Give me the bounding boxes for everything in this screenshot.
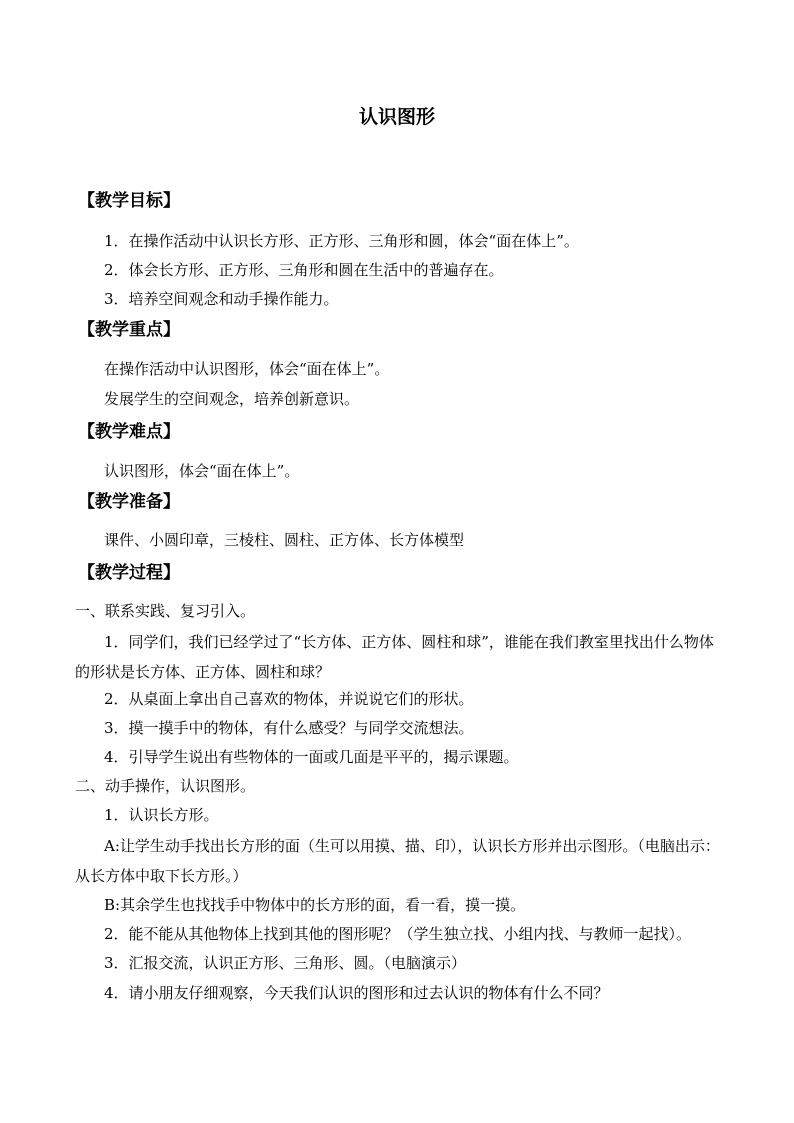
goal-item-3: 3．培养空间观念和动手操作能力。 (104, 290, 339, 308)
goal-item-2: 2．体会长方形、正方形、三角形和圆在生活中的普遍存在。 (104, 261, 504, 279)
process-part2-title: 二、动手操作，认识图形。 (75, 777, 256, 795)
key-point-1: 在操作活动中认识图形，体会“面在体上”。 (104, 360, 390, 378)
process-part1-item-4: 4．引导学生说出有些物体的一面或几面是平平的，揭示课题。 (104, 748, 519, 766)
process-part2-item-4: 4．请小朋友仔细观察，今天我们认识的图形和过去认识的物体有什么不同？ (104, 984, 609, 1002)
process-part2-item-b: B:其余学生也找找手中物体中的长方形的面，看一看，摸一摸。 (104, 896, 526, 914)
page-title: 认识图形 (358, 106, 435, 128)
difficulty-1: 认识图形，体会“面在体上”。 (104, 462, 300, 480)
process-part1-item-1: 1．同学们，我们已经学过了“长方体、正方体、圆柱和球”，谁能在我们教室里找出什么物体的形状是长方体、正方体、圆柱和球？ (75, 633, 714, 681)
process-part1-title: 一、联系实践、复习引入。 (75, 602, 256, 620)
process-part1-item-3: 3．摸一摸手中的物体，有什么感受？与同学交流想法。 (104, 719, 474, 737)
heading-preparation: 【教学准备】 (78, 492, 180, 512)
process-part2-item-a: A:让学生动手找出长方形的面（生可以用摸、描、印），认识长方形并出示图形。（电脑出示：从长方体中取下长方形。） (75, 837, 720, 885)
goal-item-1: 1．在操作活动中认识长方形、正方形、三角形和圆，体会“面在体上”。 (104, 232, 579, 250)
process-part2-item-2: 2．能不能从其他物体上找到其他的图形呢？（学生独立找、小组内找、与教师一起找）。 (104, 925, 692, 943)
process-part2-item-1: 1．认识长方形。 (104, 806, 219, 824)
process-part1-item-2: 2．从桌面上拿出自己喜欢的物体，并说说它们的形状。 (104, 690, 474, 708)
heading-key-points: 【教学重点】 (78, 320, 180, 340)
preparation-1: 课件、小圆印章，三棱柱、圆柱、正方体、长方体模型 (104, 531, 465, 549)
process-part2-item-3: 3．汇报交流，认识正方形、三角形、圆。（电脑演示） (104, 954, 467, 972)
heading-difficulties: 【教学难点】 (78, 422, 180, 442)
key-point-2: 发展学生的空间观念，培养创新意识。 (104, 390, 360, 408)
heading-teaching-goals: 【教学目标】 (78, 191, 180, 211)
heading-teaching-process: 【教学过程】 (78, 563, 180, 583)
